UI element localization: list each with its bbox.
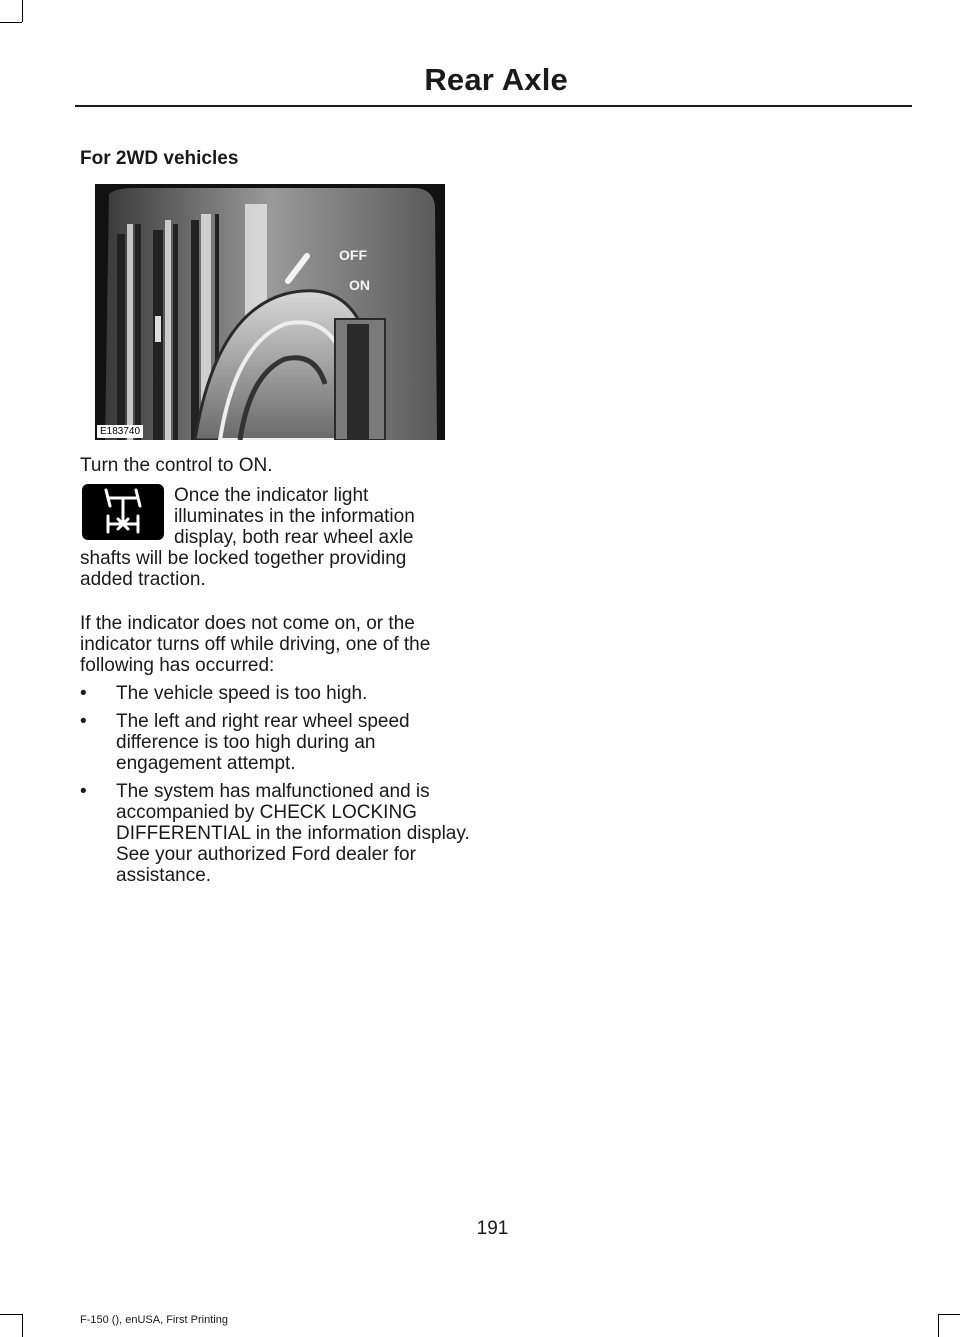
- control-illustration: [95, 184, 445, 440]
- figure-id: E183740: [97, 425, 143, 438]
- indicator-text-line: Once the indicator light: [174, 485, 369, 506]
- locking-differential-icon: [82, 484, 164, 540]
- page-title: Rear Axle: [424, 62, 568, 97]
- page-number: 191: [476, 1218, 509, 1239]
- crop-mark: [0, 1314, 22, 1315]
- crop-mark: [0, 22, 22, 23]
- condition-intro-text: If the indicator does not come on, or the indicator turns off while driving, one of the following has occurred:: [80, 613, 431, 676]
- indicator-text-rest: shafts will be locked together providing added traction.: [80, 548, 407, 590]
- instruction-text: Turn the control to ON.: [80, 455, 273, 476]
- bullet-marker: •: [80, 683, 87, 704]
- section-heading: For 2WD vehicles: [80, 148, 239, 169]
- list-item-text: The system has malfunctioned and is accompanied by CHECK LOCKING DIFFERENTIAL in the information display. See your authorized Ford dealer for assistance.: [116, 781, 470, 886]
- page-footer: F-150 (), enUSA, First Printing: [80, 1314, 228, 1326]
- on-label: ON: [349, 277, 370, 293]
- list-item: [80, 781, 480, 886]
- indicator-text-line: illuminates in the information: [174, 506, 415, 527]
- crop-mark: [22, 0, 23, 22]
- list-item-text: The left and right rear wheel speed difference is too high during an engagement attempt.: [116, 711, 410, 774]
- crop-mark: [938, 1314, 939, 1337]
- indicator-text-line: display, both rear wheel axle: [174, 527, 414, 548]
- crop-mark: [22, 1314, 23, 1337]
- bullet-marker: •: [80, 781, 87, 802]
- bullet-marker: •: [80, 711, 87, 732]
- off-label: OFF: [339, 247, 367, 263]
- list-item: [80, 711, 480, 774]
- crop-mark: [938, 1314, 960, 1315]
- list-item: [80, 683, 480, 704]
- header-divider: [75, 105, 912, 107]
- list-item-text: The vehicle speed is too high.: [116, 683, 368, 704]
- rear-axle-control-figure: [95, 184, 445, 440]
